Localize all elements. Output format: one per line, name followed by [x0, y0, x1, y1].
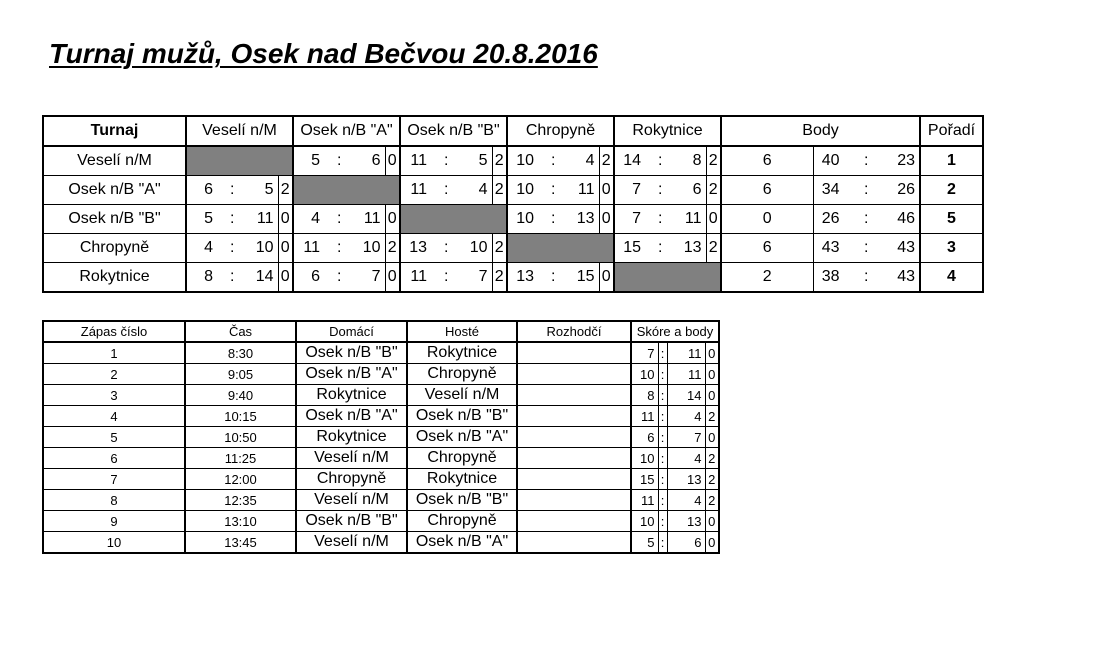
- score-separator: :: [658, 511, 667, 532]
- match-time: 9:05: [185, 364, 296, 385]
- score-separator: :: [230, 210, 235, 227]
- match-points: 2: [705, 490, 719, 511]
- match-score: [293, 146, 385, 176]
- self-match-cell: [507, 234, 614, 263]
- referee: [517, 427, 631, 448]
- match-score: [614, 234, 706, 263]
- away-team: Chropyně: [407, 511, 517, 532]
- match-row: [43, 385, 719, 406]
- match-time: 13:10: [185, 511, 296, 532]
- header-body: Body: [721, 116, 920, 146]
- away-team: Osek n/B "B": [407, 490, 517, 511]
- away-team: Veselí n/M: [407, 385, 517, 406]
- score-against: 26: [897, 181, 915, 198]
- match-time: 8:30: [185, 342, 296, 364]
- score-away: 15: [576, 268, 595, 285]
- score-separator: :: [337, 152, 342, 169]
- score-home: 14: [623, 152, 641, 169]
- match-score: [293, 205, 385, 234]
- score-pair: [508, 181, 599, 199]
- referee: [517, 385, 631, 406]
- match-points: 0: [706, 205, 721, 234]
- score-home: 5: [204, 210, 213, 227]
- match-row: [43, 427, 719, 448]
- score-away: 5: [264, 181, 274, 198]
- score-home: 11: [410, 181, 427, 198]
- score-pair: [615, 152, 706, 170]
- match-score: [293, 234, 385, 263]
- home-team: Osek n/B "A": [296, 364, 407, 385]
- score-pair: [814, 239, 920, 257]
- score-separator: :: [864, 181, 869, 198]
- total-score: [813, 263, 920, 293]
- match-score: [186, 234, 278, 263]
- match-points: 2: [492, 234, 507, 263]
- home-team: Veselí n/M: [296, 532, 407, 554]
- score-pair: [294, 268, 385, 286]
- header-poradi: Pořadí: [920, 116, 983, 146]
- match-points: 2: [492, 263, 507, 293]
- score-for: 38: [821, 268, 840, 285]
- score-home: 8: [204, 268, 213, 285]
- match-points: 0: [278, 234, 293, 263]
- score-separator: :: [444, 268, 449, 285]
- match-points: 2: [278, 176, 293, 205]
- score-separator: :: [230, 181, 235, 198]
- score-separator: :: [551, 210, 556, 227]
- score-home: 7: [632, 210, 641, 227]
- score-away: 14: [667, 385, 705, 406]
- rank: 1: [920, 146, 983, 176]
- home-team: Chropyně: [296, 469, 407, 490]
- score-separator: :: [551, 181, 556, 198]
- match-score: [186, 263, 278, 293]
- match-row: [43, 490, 719, 511]
- match-time: 11:25: [185, 448, 296, 469]
- match-number: 3: [43, 385, 185, 406]
- score-home: 7: [631, 342, 658, 364]
- referee: [517, 511, 631, 532]
- score-away: 11: [667, 342, 705, 364]
- score-against: 46: [897, 210, 915, 227]
- score-away: 14: [255, 268, 274, 285]
- match-points: 0: [599, 176, 614, 205]
- score-home: 11: [410, 268, 427, 285]
- score-separator: :: [337, 210, 342, 227]
- score-home: 10: [516, 210, 534, 227]
- match-score: [614, 205, 706, 234]
- match-points: 0: [278, 263, 293, 293]
- score-separator: :: [658, 406, 667, 427]
- header-cas: Čas: [185, 321, 296, 342]
- score-home: 6: [204, 181, 213, 198]
- away-team: Rokytnice: [407, 342, 517, 364]
- match-points: 2: [599, 146, 614, 176]
- match-time: 12:35: [185, 490, 296, 511]
- score-home: 10: [631, 511, 658, 532]
- score-away: 13: [683, 239, 702, 256]
- score-separator: :: [444, 239, 449, 256]
- score-home: 6: [311, 268, 320, 285]
- home-team: Rokytnice: [296, 427, 407, 448]
- score-away: 4: [667, 490, 705, 511]
- score-for: 34: [821, 181, 840, 198]
- score-against: 43: [897, 239, 915, 256]
- score-home: 13: [516, 268, 534, 285]
- match-points: 0: [385, 263, 400, 293]
- match-row: [43, 532, 719, 554]
- match-time: 9:40: [185, 385, 296, 406]
- score-away: 6: [667, 532, 705, 554]
- score-separator: :: [658, 239, 663, 256]
- self-match-cell: [293, 176, 400, 205]
- match-row: [43, 342, 719, 364]
- match-points: 0: [705, 511, 719, 532]
- match-score: [400, 146, 492, 176]
- referee: [517, 490, 631, 511]
- header-team: Rokytnice: [614, 116, 721, 146]
- away-team: Osek n/B "A": [407, 427, 517, 448]
- header-skore: Skóre a body: [631, 321, 719, 342]
- score-pair: [508, 210, 599, 228]
- standings-header-row: [43, 116, 983, 146]
- match-points: 0: [278, 205, 293, 234]
- header-hoste: Hosté: [407, 321, 517, 342]
- team-name: Chropyně: [43, 234, 186, 263]
- score-separator: :: [658, 448, 667, 469]
- match-points: 2: [385, 234, 400, 263]
- score-away: 6: [692, 181, 702, 198]
- score-away: 11: [667, 364, 705, 385]
- header-turnaj: Turnaj: [43, 116, 186, 146]
- score-separator: :: [864, 210, 869, 227]
- score-home: 11: [631, 406, 658, 427]
- score-away: 11: [363, 210, 381, 227]
- score-away: 4: [585, 152, 595, 169]
- match-number: 5: [43, 427, 185, 448]
- score-pair: [401, 239, 492, 257]
- match-row: [43, 364, 719, 385]
- match-score: [614, 146, 706, 176]
- match-points: 2: [492, 176, 507, 205]
- score-home: 8: [631, 385, 658, 406]
- score-for: 43: [821, 239, 840, 256]
- match-points: 0: [385, 205, 400, 234]
- score-separator: :: [658, 469, 667, 490]
- standings-row: [43, 234, 983, 263]
- score-separator: :: [658, 152, 663, 169]
- match-points: 2: [706, 146, 721, 176]
- referee: [517, 364, 631, 385]
- match-score: [507, 263, 599, 293]
- score-pair: [187, 210, 278, 228]
- score-home: 10: [631, 448, 658, 469]
- referee: [517, 448, 631, 469]
- team-name: Osek n/B "A": [43, 176, 186, 205]
- score-away: 10: [255, 239, 274, 256]
- score-home: 10: [516, 181, 534, 198]
- home-team: Osek n/B "A": [296, 406, 407, 427]
- score-away: 5: [478, 152, 488, 169]
- total-points: 6: [721, 146, 813, 176]
- score-home: 11: [410, 152, 427, 169]
- match-points: 0: [705, 364, 719, 385]
- score-separator: :: [658, 385, 667, 406]
- match-number: 1: [43, 342, 185, 364]
- score-away: 11: [684, 210, 702, 227]
- match-points: 2: [706, 176, 721, 205]
- match-number: 7: [43, 469, 185, 490]
- score-pair: [187, 268, 278, 286]
- total-points: 2: [721, 263, 813, 293]
- score-home: 5: [631, 532, 658, 554]
- match-number: 6: [43, 448, 185, 469]
- team-name: Veselí n/M: [43, 146, 186, 176]
- home-team: Rokytnice: [296, 385, 407, 406]
- score-for: 26: [821, 210, 840, 227]
- score-separator: :: [658, 490, 667, 511]
- score-away: 7: [667, 427, 705, 448]
- away-team: Chropyně: [407, 364, 517, 385]
- score-pair: [814, 181, 920, 199]
- score-home: 5: [311, 152, 320, 169]
- match-row: [43, 448, 719, 469]
- match-number: 10: [43, 532, 185, 554]
- match-points: 2: [706, 234, 721, 263]
- standings-row: [43, 263, 983, 293]
- match-time: 10:50: [185, 427, 296, 448]
- match-points: 0: [385, 146, 400, 176]
- header-cislo: Zápas číslo: [43, 321, 185, 342]
- header-domaci: Domácí: [296, 321, 407, 342]
- match-points: 0: [599, 205, 614, 234]
- score-separator: :: [658, 427, 667, 448]
- self-match-cell: [614, 263, 721, 293]
- match-score: [400, 263, 492, 293]
- home-team: Osek n/B "B": [296, 342, 407, 364]
- score-away: 11: [577, 181, 595, 198]
- referee: [517, 469, 631, 490]
- standings-row: [43, 146, 983, 176]
- self-match-cell: [400, 205, 507, 234]
- referee: [517, 342, 631, 364]
- rank: 3: [920, 234, 983, 263]
- match-score: [507, 146, 599, 176]
- home-team: Osek n/B "B": [296, 511, 407, 532]
- self-match-cell: [186, 146, 293, 176]
- rank: 4: [920, 263, 983, 293]
- match-points: 2: [705, 469, 719, 490]
- score-home: 4: [204, 239, 213, 256]
- match-time: 10:15: [185, 406, 296, 427]
- score-pair: [814, 210, 920, 228]
- home-team: Veselí n/M: [296, 448, 407, 469]
- match-points: 0: [705, 342, 719, 364]
- away-team: Osek n/B "A": [407, 532, 517, 554]
- score-separator: :: [658, 364, 667, 385]
- standings-row: [43, 205, 983, 234]
- score-away: 6: [371, 152, 381, 169]
- score-pair: [187, 239, 278, 257]
- score-home: 15: [631, 469, 658, 490]
- header-team: Chropyně: [507, 116, 614, 146]
- score-away: 7: [371, 268, 381, 285]
- score-pair: [401, 152, 492, 170]
- match-time: 13:45: [185, 532, 296, 554]
- page-title: Turnaj mužů, Osek nad Bečvou 20.8.2016: [49, 38, 598, 69]
- score-away: 10: [469, 239, 488, 256]
- match-number: 9: [43, 511, 185, 532]
- header-team: Osek n/B "A": [293, 116, 400, 146]
- match-row: [43, 511, 719, 532]
- score-away: 11: [256, 210, 274, 227]
- away-team: Chropyně: [407, 448, 517, 469]
- home-team: Veselí n/M: [296, 490, 407, 511]
- rank: 5: [920, 205, 983, 234]
- score-for: 40: [821, 152, 840, 169]
- score-separator: :: [658, 181, 663, 198]
- total-score: [813, 234, 920, 263]
- score-separator: :: [230, 239, 235, 256]
- score-home: 4: [311, 210, 320, 227]
- score-pair: [294, 210, 385, 228]
- score-pair: [294, 239, 385, 257]
- score-against: 43: [897, 268, 915, 285]
- match-score: [400, 234, 492, 263]
- match-score: [614, 176, 706, 205]
- match-number: 8: [43, 490, 185, 511]
- match-points: 0: [705, 532, 719, 554]
- match-points: 2: [705, 406, 719, 427]
- score-pair: [401, 181, 492, 199]
- score-away: 4: [667, 448, 705, 469]
- score-against: 23: [897, 152, 915, 169]
- match-row: [43, 406, 719, 427]
- total-points: 6: [721, 176, 813, 205]
- match-number: 2: [43, 364, 185, 385]
- header-team: Veselí n/M: [186, 116, 293, 146]
- score-separator: :: [337, 239, 342, 256]
- score-home: 6: [631, 427, 658, 448]
- score-away: 8: [692, 152, 702, 169]
- score-away: 4: [667, 406, 705, 427]
- score-pair: [187, 181, 278, 199]
- score-pair: [615, 210, 706, 228]
- rank: 2: [920, 176, 983, 205]
- match-points: 0: [705, 385, 719, 406]
- match-number: 4: [43, 406, 185, 427]
- score-away: 10: [362, 239, 381, 256]
- header-team: Osek n/B "B": [400, 116, 507, 146]
- total-score: [813, 205, 920, 234]
- score-pair: [508, 268, 599, 286]
- total-score: [813, 146, 920, 176]
- match-points: 0: [705, 427, 719, 448]
- team-name: Rokytnice: [43, 263, 186, 293]
- away-team: Rokytnice: [407, 469, 517, 490]
- total-points: 0: [721, 205, 813, 234]
- score-away: 13: [576, 210, 595, 227]
- matches-table: [42, 320, 720, 554]
- match-score: [400, 176, 492, 205]
- score-pair: [814, 152, 920, 170]
- match-score: [186, 205, 278, 234]
- match-points: 0: [599, 263, 614, 293]
- score-away: 13: [667, 469, 705, 490]
- score-pair: [508, 152, 599, 170]
- score-separator: :: [444, 152, 449, 169]
- away-team: Osek n/B "B": [407, 406, 517, 427]
- match-score: [507, 176, 599, 205]
- match-points: 2: [705, 448, 719, 469]
- score-home: 10: [516, 152, 534, 169]
- header-rozhodci: Rozhodčí: [517, 321, 631, 342]
- score-pair: [401, 268, 492, 286]
- score-home: 7: [632, 181, 641, 198]
- match-points: 2: [492, 146, 507, 176]
- match-score: [507, 205, 599, 234]
- score-separator: :: [864, 152, 869, 169]
- match-row: [43, 469, 719, 490]
- score-separator: :: [864, 239, 869, 256]
- score-away: 7: [478, 268, 488, 285]
- score-separator: :: [551, 268, 556, 285]
- score-home: 11: [631, 490, 658, 511]
- matches-header-row: [43, 321, 719, 342]
- score-separator: :: [337, 268, 342, 285]
- score-separator: :: [658, 532, 667, 554]
- standings-table: [42, 115, 984, 293]
- referee: [517, 532, 631, 554]
- score-separator: :: [230, 268, 235, 285]
- score-separator: :: [551, 152, 556, 169]
- match-time: 12:00: [185, 469, 296, 490]
- score-away: 4: [478, 181, 488, 198]
- match-score: [293, 263, 385, 293]
- team-name: Osek n/B "B": [43, 205, 186, 234]
- standings-row: [43, 176, 983, 205]
- score-separator: :: [658, 342, 667, 364]
- score-pair: [814, 268, 920, 286]
- score-home: 10: [631, 364, 658, 385]
- score-separator: :: [444, 181, 449, 198]
- match-score: [186, 176, 278, 205]
- score-separator: :: [658, 210, 663, 227]
- score-away: 13: [667, 511, 705, 532]
- score-home: 15: [623, 239, 641, 256]
- score-pair: [294, 152, 385, 170]
- score-home: 13: [409, 239, 427, 256]
- total-score: [813, 176, 920, 205]
- score-separator: :: [864, 268, 869, 285]
- score-pair: [615, 239, 706, 257]
- total-points: 6: [721, 234, 813, 263]
- score-home: 11: [303, 239, 320, 256]
- score-pair: [615, 181, 706, 199]
- referee: [517, 406, 631, 427]
